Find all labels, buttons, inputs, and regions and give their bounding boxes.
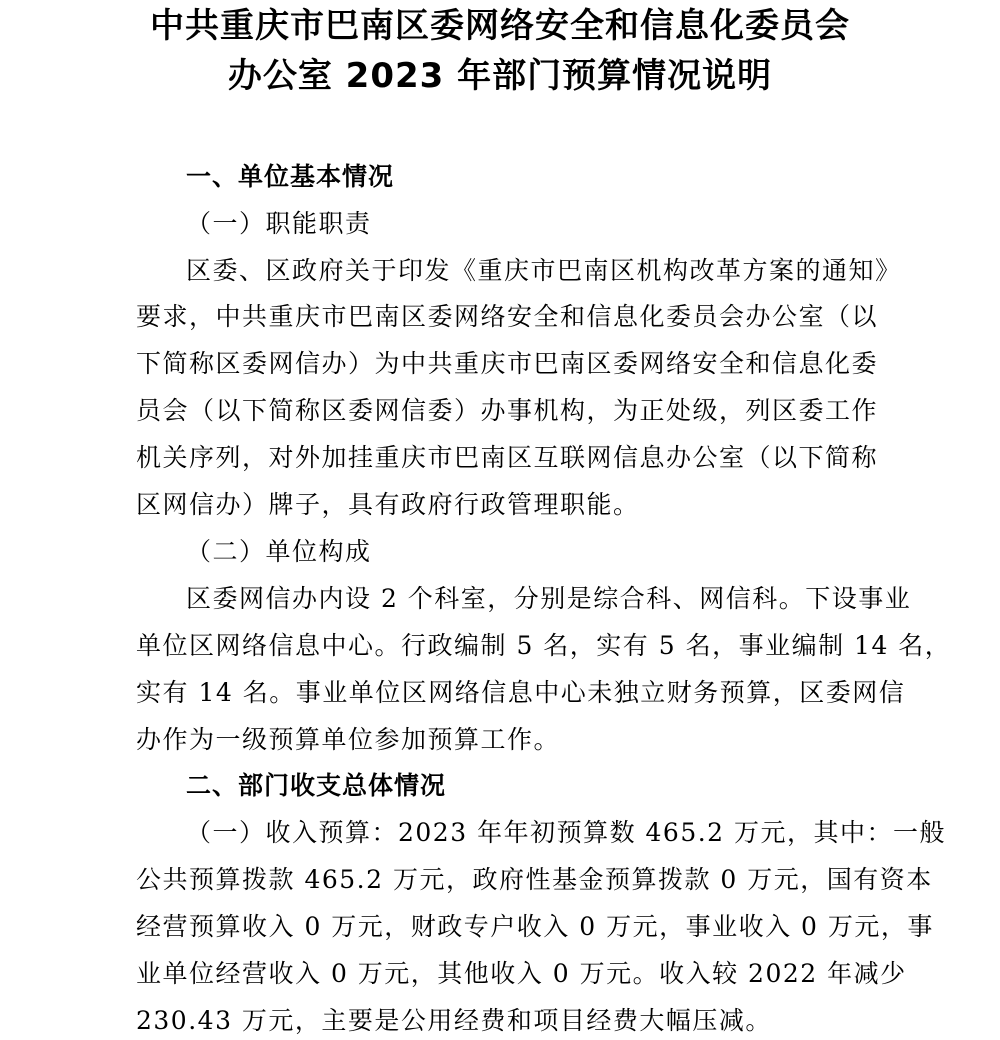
- paragraph-line: 机关序列，对外加挂重庆市巴南区互联网信息办公室（以下简称: [136, 443, 879, 472]
- paragraph-line: 要求，中共重庆市巴南区委网络安全和信息化委员会办公室（以: [136, 302, 879, 331]
- paragraph-line: 区网信办）牌子，具有政府行政管理职能。: [136, 490, 640, 519]
- paragraph-line: 员会（以下简称区委网信委）办事机构，为正处级，列区委工作: [136, 396, 879, 425]
- paragraph-line: 区委网信办内设 2 个科室，分别是综合科、网信科。下设事业: [186, 584, 912, 613]
- paragraph-line: 区委、区政府关于印发《重庆市巴南区机构改革方案的通知》: [186, 256, 902, 285]
- paragraph-line: 下简称区委网信办）为中共重庆市巴南区委网络安全和信息化委: [136, 349, 879, 378]
- subheading-unit-composition: （二）单位构成: [186, 537, 372, 566]
- paragraph-line: 业单位经营收入 0 万元，其他收入 0 万元。收入较 2022 年减少: [136, 959, 907, 988]
- section-heading-budget-overview: 二、部门收支总体情况: [186, 771, 447, 800]
- paragraph-line: （一）收入预算：2023 年年初预算数 465.2 万元，其中：一般: [186, 818, 947, 847]
- subheading-functions: （一）职能职责: [186, 209, 372, 238]
- document-title-line-1: 中共重庆市巴南区委网络安全和信息化委员会: [150, 6, 850, 46]
- paragraph-line: 经营预算收入 0 万元，财政专户收入 0 万元，事业收入 0 万元，事: [136, 912, 934, 941]
- paragraph-line: 单位区网络信息中心。行政编制 5 名，实有 5 名，事业编制 14 名，: [136, 631, 952, 660]
- paragraph-line: 办作为一级预算单位参加预算工作。: [136, 725, 561, 754]
- paragraph-line: 实有 14 名。事业单位区网络信息中心未独立财务预算，区委网信: [136, 678, 906, 707]
- section-heading-basic-info: 一、单位基本情况: [186, 162, 395, 191]
- document-title-line-2: 办公室 2023 年部门预算情况说明: [227, 56, 773, 96]
- paragraph-line: 230.43 万元，主要是公用经费和项目经费大幅压减。: [136, 1006, 772, 1035]
- paragraph-line: 公共预算拨款 465.2 万元，政府性基金预算拨款 0 万元，国有资本: [136, 865, 933, 894]
